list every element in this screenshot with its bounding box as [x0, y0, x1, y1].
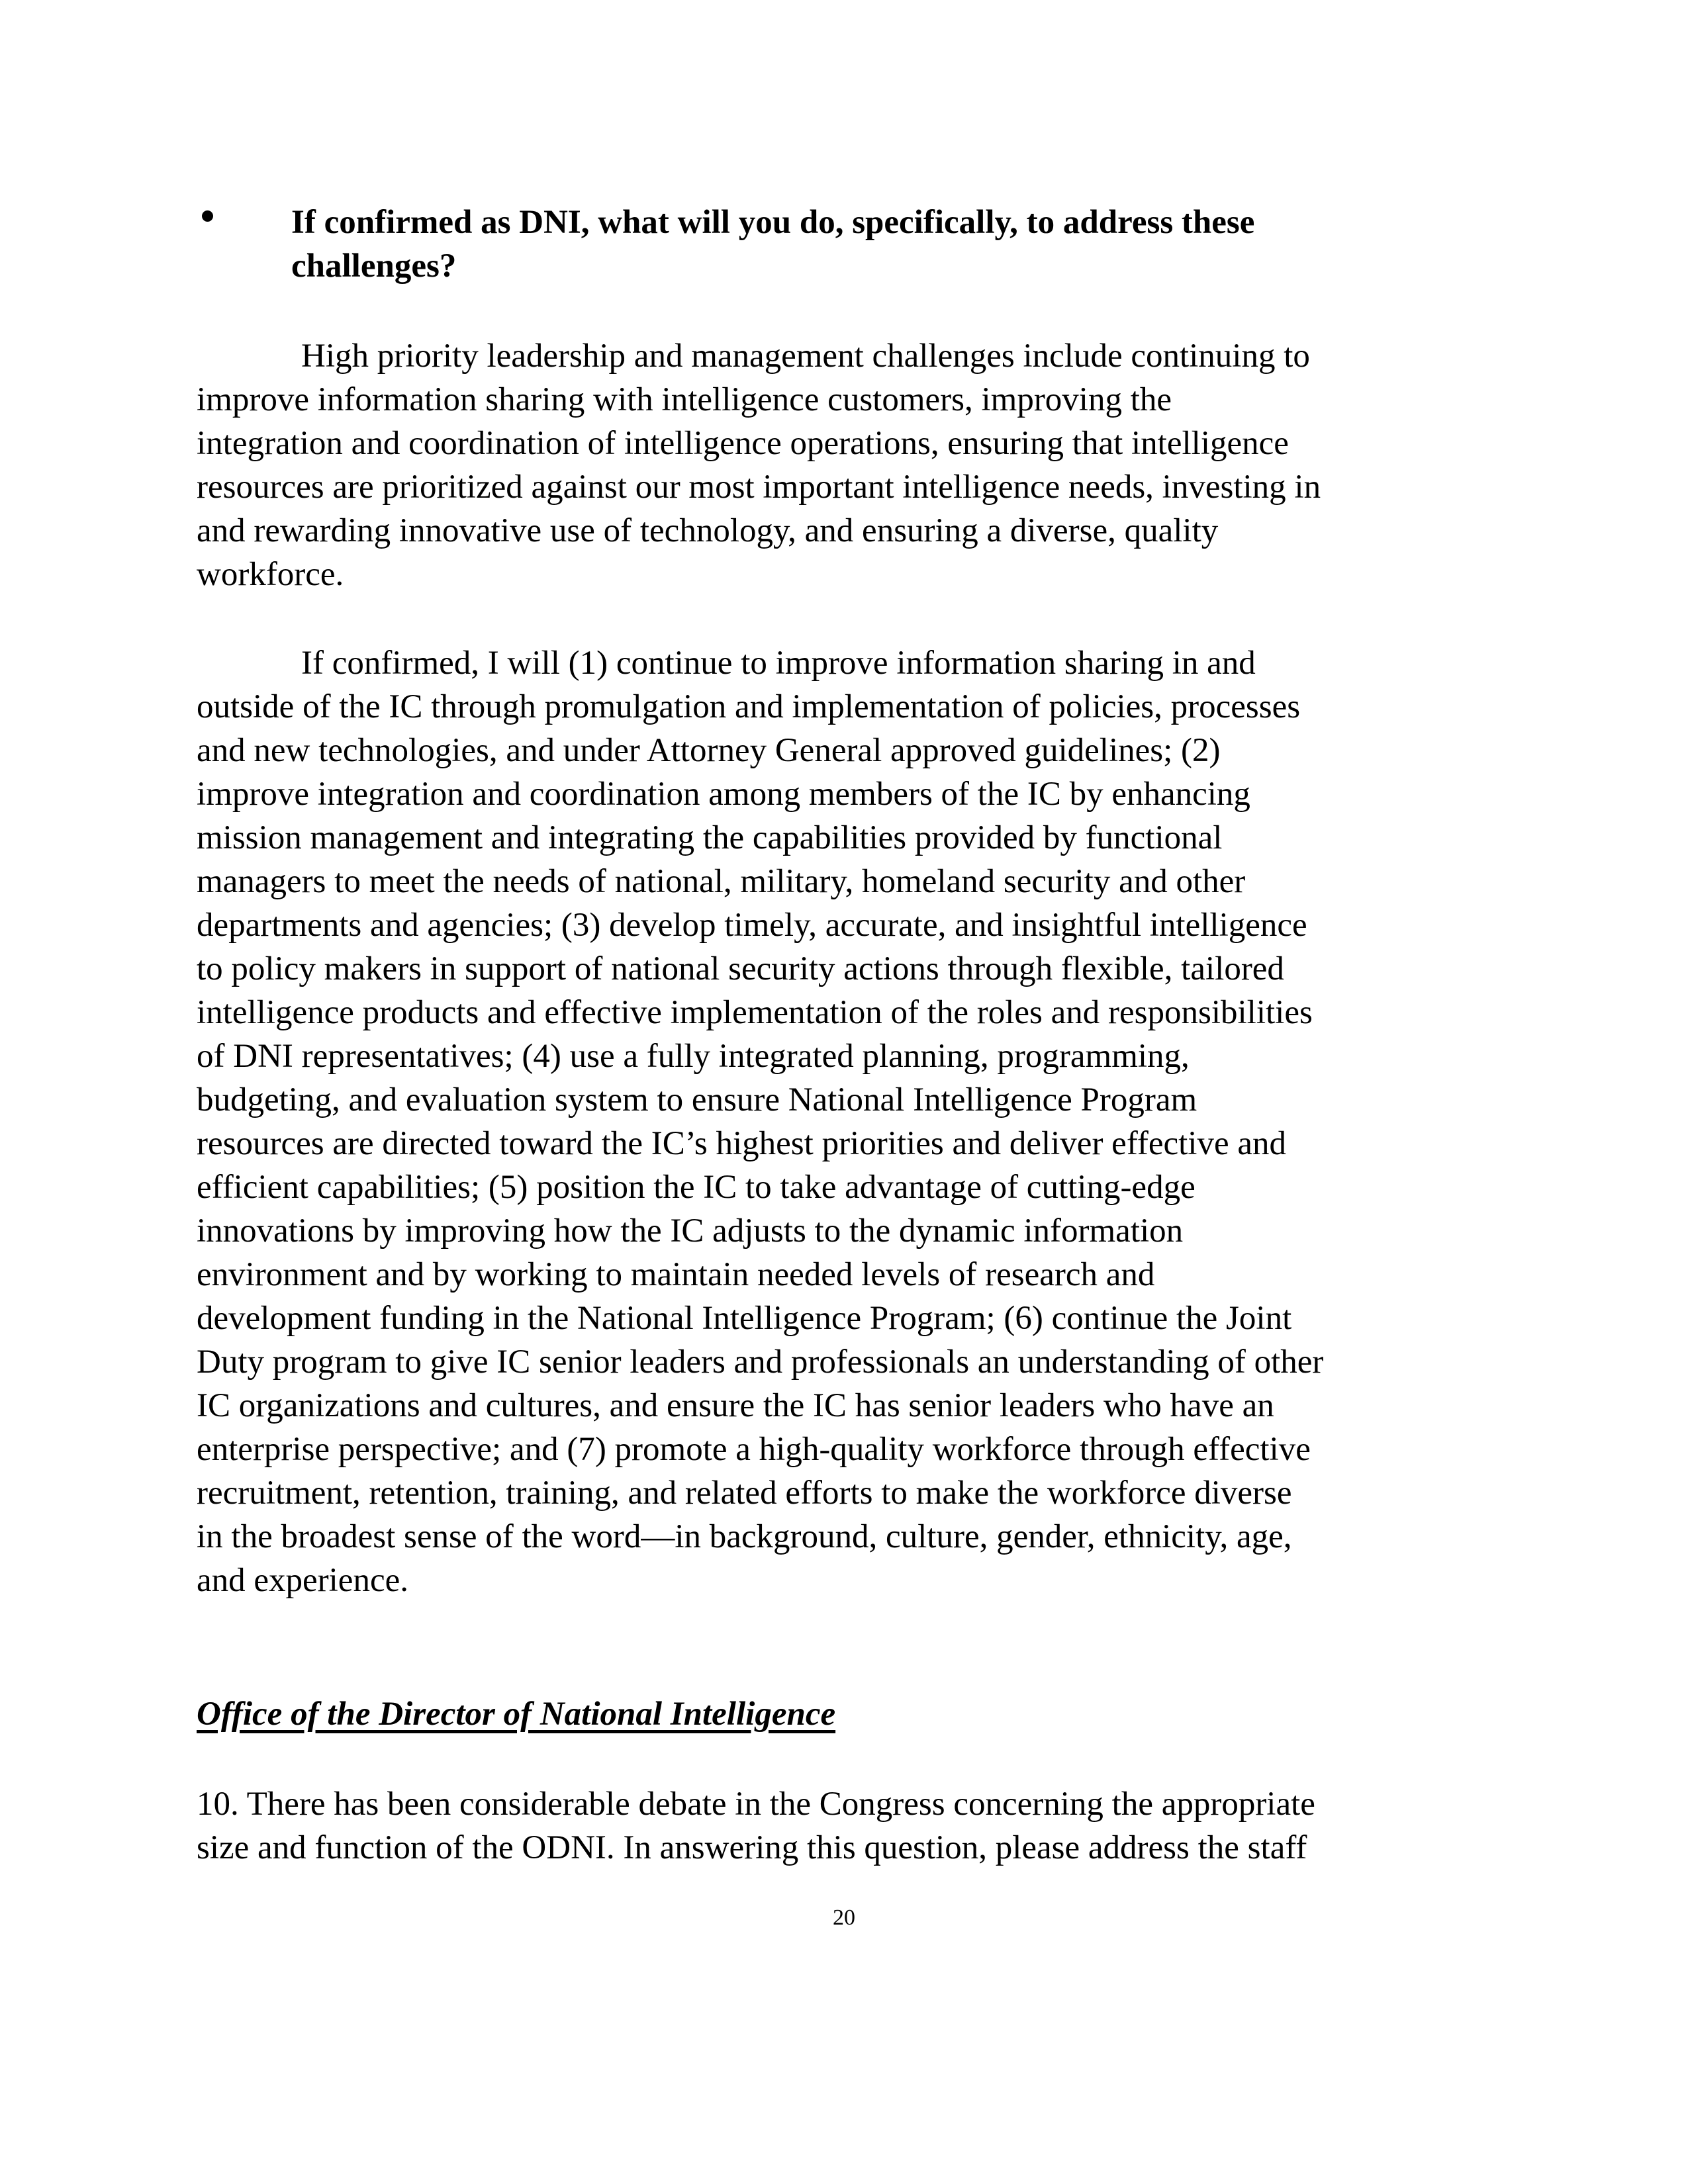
- paragraph-1-line: improve information sharing with intelligence customers, improving the: [197, 381, 1172, 418]
- paragraph-1-line: and rewarding innovative use of technology, and ensuring a diverse, quality: [197, 512, 1219, 549]
- paragraph-1-line: integration and coordination of intelligence operations, ensuring that intelligence: [197, 425, 1289, 462]
- bullet-icon: [202, 210, 213, 222]
- paragraph-2-line: outside of the IC through promulgation and implementation of policies, processes: [197, 688, 1301, 725]
- paragraph-2-line: improve integration and coordination among members of the IC by enhancing: [197, 776, 1250, 813]
- paragraph-2-line: If confirmed, I will (1) continue to improve information sharing in and: [301, 645, 1256, 682]
- question-line: challenges?: [291, 248, 457, 285]
- paragraph-1-line: resources are prioritized against our most important intelligence needs, investing in: [197, 469, 1321, 506]
- paragraph-2-line: mission management and integrating the capabilities provided by functional: [197, 819, 1223, 856]
- section-heading: Office of the Director of National Intelligence: [197, 1696, 836, 1733]
- paragraph-2-line: innovations by improving how the IC adjusts to the dynamic information: [197, 1212, 1184, 1250]
- paragraph-2-line: resources are directed toward the IC’s highest priorities and deliver effective and: [197, 1125, 1286, 1162]
- paragraph-2-line: IC organizations and cultures, and ensure the IC has senior leaders who have an: [197, 1387, 1274, 1424]
- paragraph-2-line: and experience.: [197, 1562, 408, 1599]
- question-line: If confirmed as DNI, what will you do, specifically, to address these: [291, 204, 1255, 241]
- paragraph-1-line: High priority leadership and management challenges include continuing to: [301, 338, 1310, 375]
- paragraph-2-line: efficient capabilities; (5) position the IC to take advantage of cutting-edge: [197, 1169, 1196, 1206]
- paragraph-2-line: departments and agencies; (3) develop timely, accurate, and insightful intelligence: [197, 907, 1307, 944]
- paragraph-2-line: in the broadest sense of the word—in background, culture, gender, ethnicity, age,: [197, 1518, 1292, 1555]
- paragraph-2-line: managers to meet the needs of national, military, homeland security and other: [197, 863, 1246, 900]
- paragraph-2-line: enterprise perspective; and (7) promote a high-quality workforce through effective: [197, 1431, 1311, 1468]
- paragraph-2-line: recruitment, retention, training, and related efforts to make the workforce diverse: [197, 1475, 1292, 1512]
- paragraph-2-line: of DNI representatives; (4) use a fully integrated planning, programming,: [197, 1038, 1190, 1075]
- paragraph-2-line: environment and by working to maintain needed levels of research and: [197, 1256, 1155, 1293]
- paragraph-2-line: development funding in the National Intelligence Program; (6) continue the Joint: [197, 1300, 1292, 1337]
- paragraph-2-line: budgeting, and evaluation system to ensure National Intelligence Program: [197, 1081, 1197, 1118]
- question-10-line: size and function of the ODNI. In answering this question, please address the staff: [197, 1829, 1307, 1866]
- paragraph-2-line: Duty program to give IC senior leaders and professionals an understanding of other: [197, 1343, 1324, 1381]
- paragraph-2-line: and new technologies, and under Attorney General approved guidelines; (2): [197, 732, 1221, 769]
- paragraph-2-line: intelligence products and effective implementation of the roles and responsibilities: [197, 994, 1313, 1031]
- paragraph-2-line: to policy makers in support of national security actions through flexible, tailored: [197, 950, 1284, 987]
- paragraph-1-line: workforce.: [197, 556, 344, 593]
- question-10-line: 10. There has been considerable debate in the Congress concerning the appropriate: [197, 1786, 1315, 1823]
- page-number: 20: [833, 1905, 855, 1930]
